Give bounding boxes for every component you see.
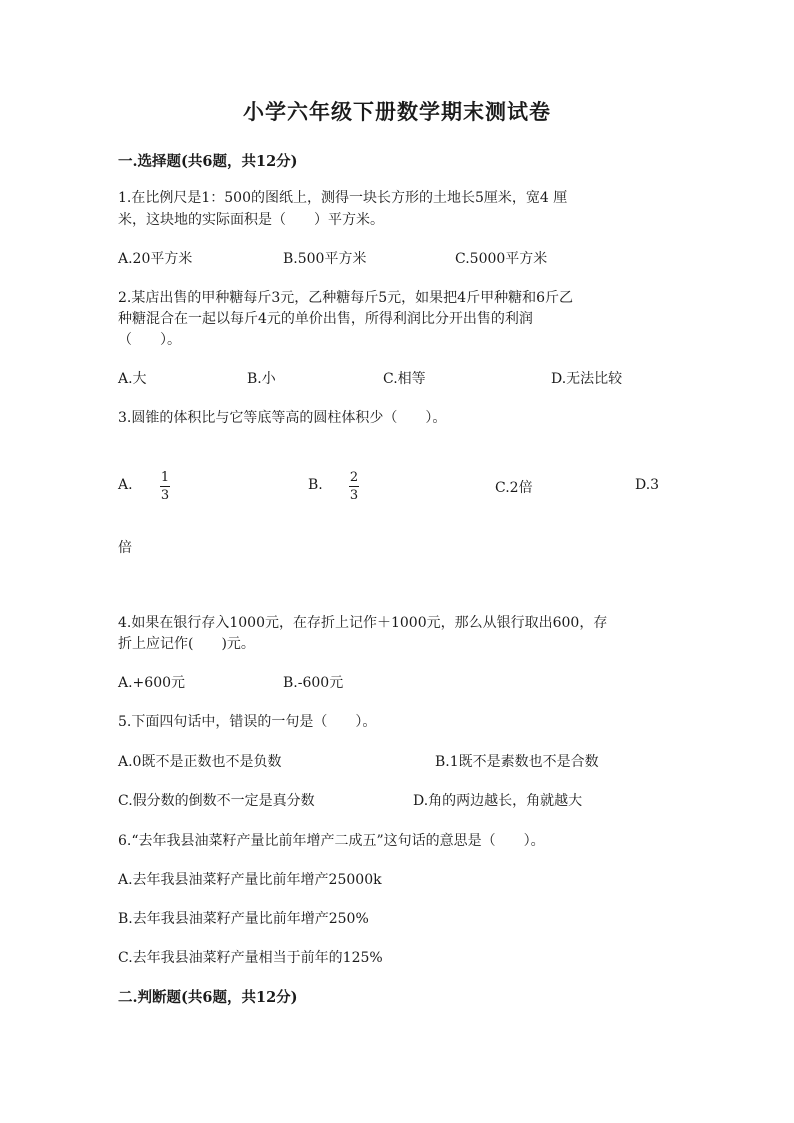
question-1-line-1: 1.在比例尺是1：500的图纸上，测得一块长方形的土地长5厘米，宽4 厘 — [118, 190, 568, 206]
question-4-line-1: 4.如果在银行存入1000元，在存折上记作＋1000元，那么从银行取出600，存 — [118, 615, 608, 631]
question-4-option-a: A.+600元 — [118, 675, 186, 691]
question-3-option-d-continued: 倍 — [118, 540, 132, 556]
fraction-numerator: 1 — [160, 470, 170, 485]
fraction-bar — [160, 486, 170, 487]
question-2-option-d: D.无法比较 — [551, 371, 623, 387]
question-2-option-c: C.相等 — [383, 371, 426, 387]
fraction-denominator: 3 — [349, 488, 359, 503]
question-3-option-d: D.3 — [635, 477, 660, 493]
question-2-option-b: B.小 — [247, 371, 276, 387]
question-5-option-b: B.1既不是素数也不是合数 — [435, 754, 599, 770]
question-5-option-d: D.角的两边越长，角就越大 — [413, 793, 583, 809]
question-6-line-1: 6.“去年我县油菜籽产量比前年增产二成五”这句话的意思是（ ）。 — [118, 833, 545, 849]
question-5-line-1: 5.下面四句话中，错误的一句是（ ）。 — [118, 714, 377, 730]
question-5-option-c: C.假分数的倒数不一定是真分数 — [118, 793, 315, 809]
question-2-line-2: 种糖混合在一起以每斤4元的单价出售，所得利润比分开出售的利润 — [118, 311, 533, 327]
question-3-line-1: 3.圆锥的体积比与它等底等高的圆柱体积少（ ）。 — [118, 410, 447, 426]
question-6-option-b: B.去年我县油菜籽产量比前年增产250% — [118, 911, 369, 927]
fraction-numerator: 2 — [349, 470, 359, 485]
question-3-option-a-label: A. — [118, 477, 133, 493]
question-3-option-a-fraction — [160, 470, 170, 503]
question-5-option-a: A.0既不是正数也不是负数 — [118, 754, 282, 770]
question-2-line-1: 2.某店出售的甲种糖每斤3元，乙种糖每斤5元，如果把4斤甲种糖和6斤乙 — [118, 290, 573, 306]
question-2-option-a: A.大 — [118, 371, 147, 387]
question-3-option-b-fraction — [349, 470, 359, 503]
question-6-option-c: C.去年我县油菜籽产量相当于前年的125% — [118, 950, 383, 966]
question-3-option-c: C.2倍 — [495, 480, 533, 496]
question-3-option-b-label: B. — [308, 477, 323, 493]
question-2-line-3: （ ）。 — [118, 332, 181, 348]
question-1-option-b: B.500平方米 — [283, 251, 367, 267]
question-1-option-c: C.5000平方米 — [455, 251, 548, 267]
section-heading-judgement: 二.判断题(共6题，共12分) — [118, 989, 298, 1006]
question-4-option-b: B.-600元 — [283, 675, 344, 691]
question-4-line-2: 折上应记作( )元。 — [118, 636, 255, 652]
page-title: 小学六年级下册数学期末测试卷 — [243, 99, 551, 124]
question-1-line-2: 米，这块地的实际面积是（ ）平方米。 — [118, 212, 384, 228]
fraction-bar — [349, 486, 359, 487]
section-heading-choice: 一.选择题(共6题，共12分) — [118, 153, 298, 170]
question-6-option-a: A.去年我县油菜籽产量比前年增产25000k — [118, 872, 382, 888]
fraction-denominator: 3 — [160, 488, 170, 503]
question-1-option-a: A.20平方米 — [118, 251, 193, 267]
